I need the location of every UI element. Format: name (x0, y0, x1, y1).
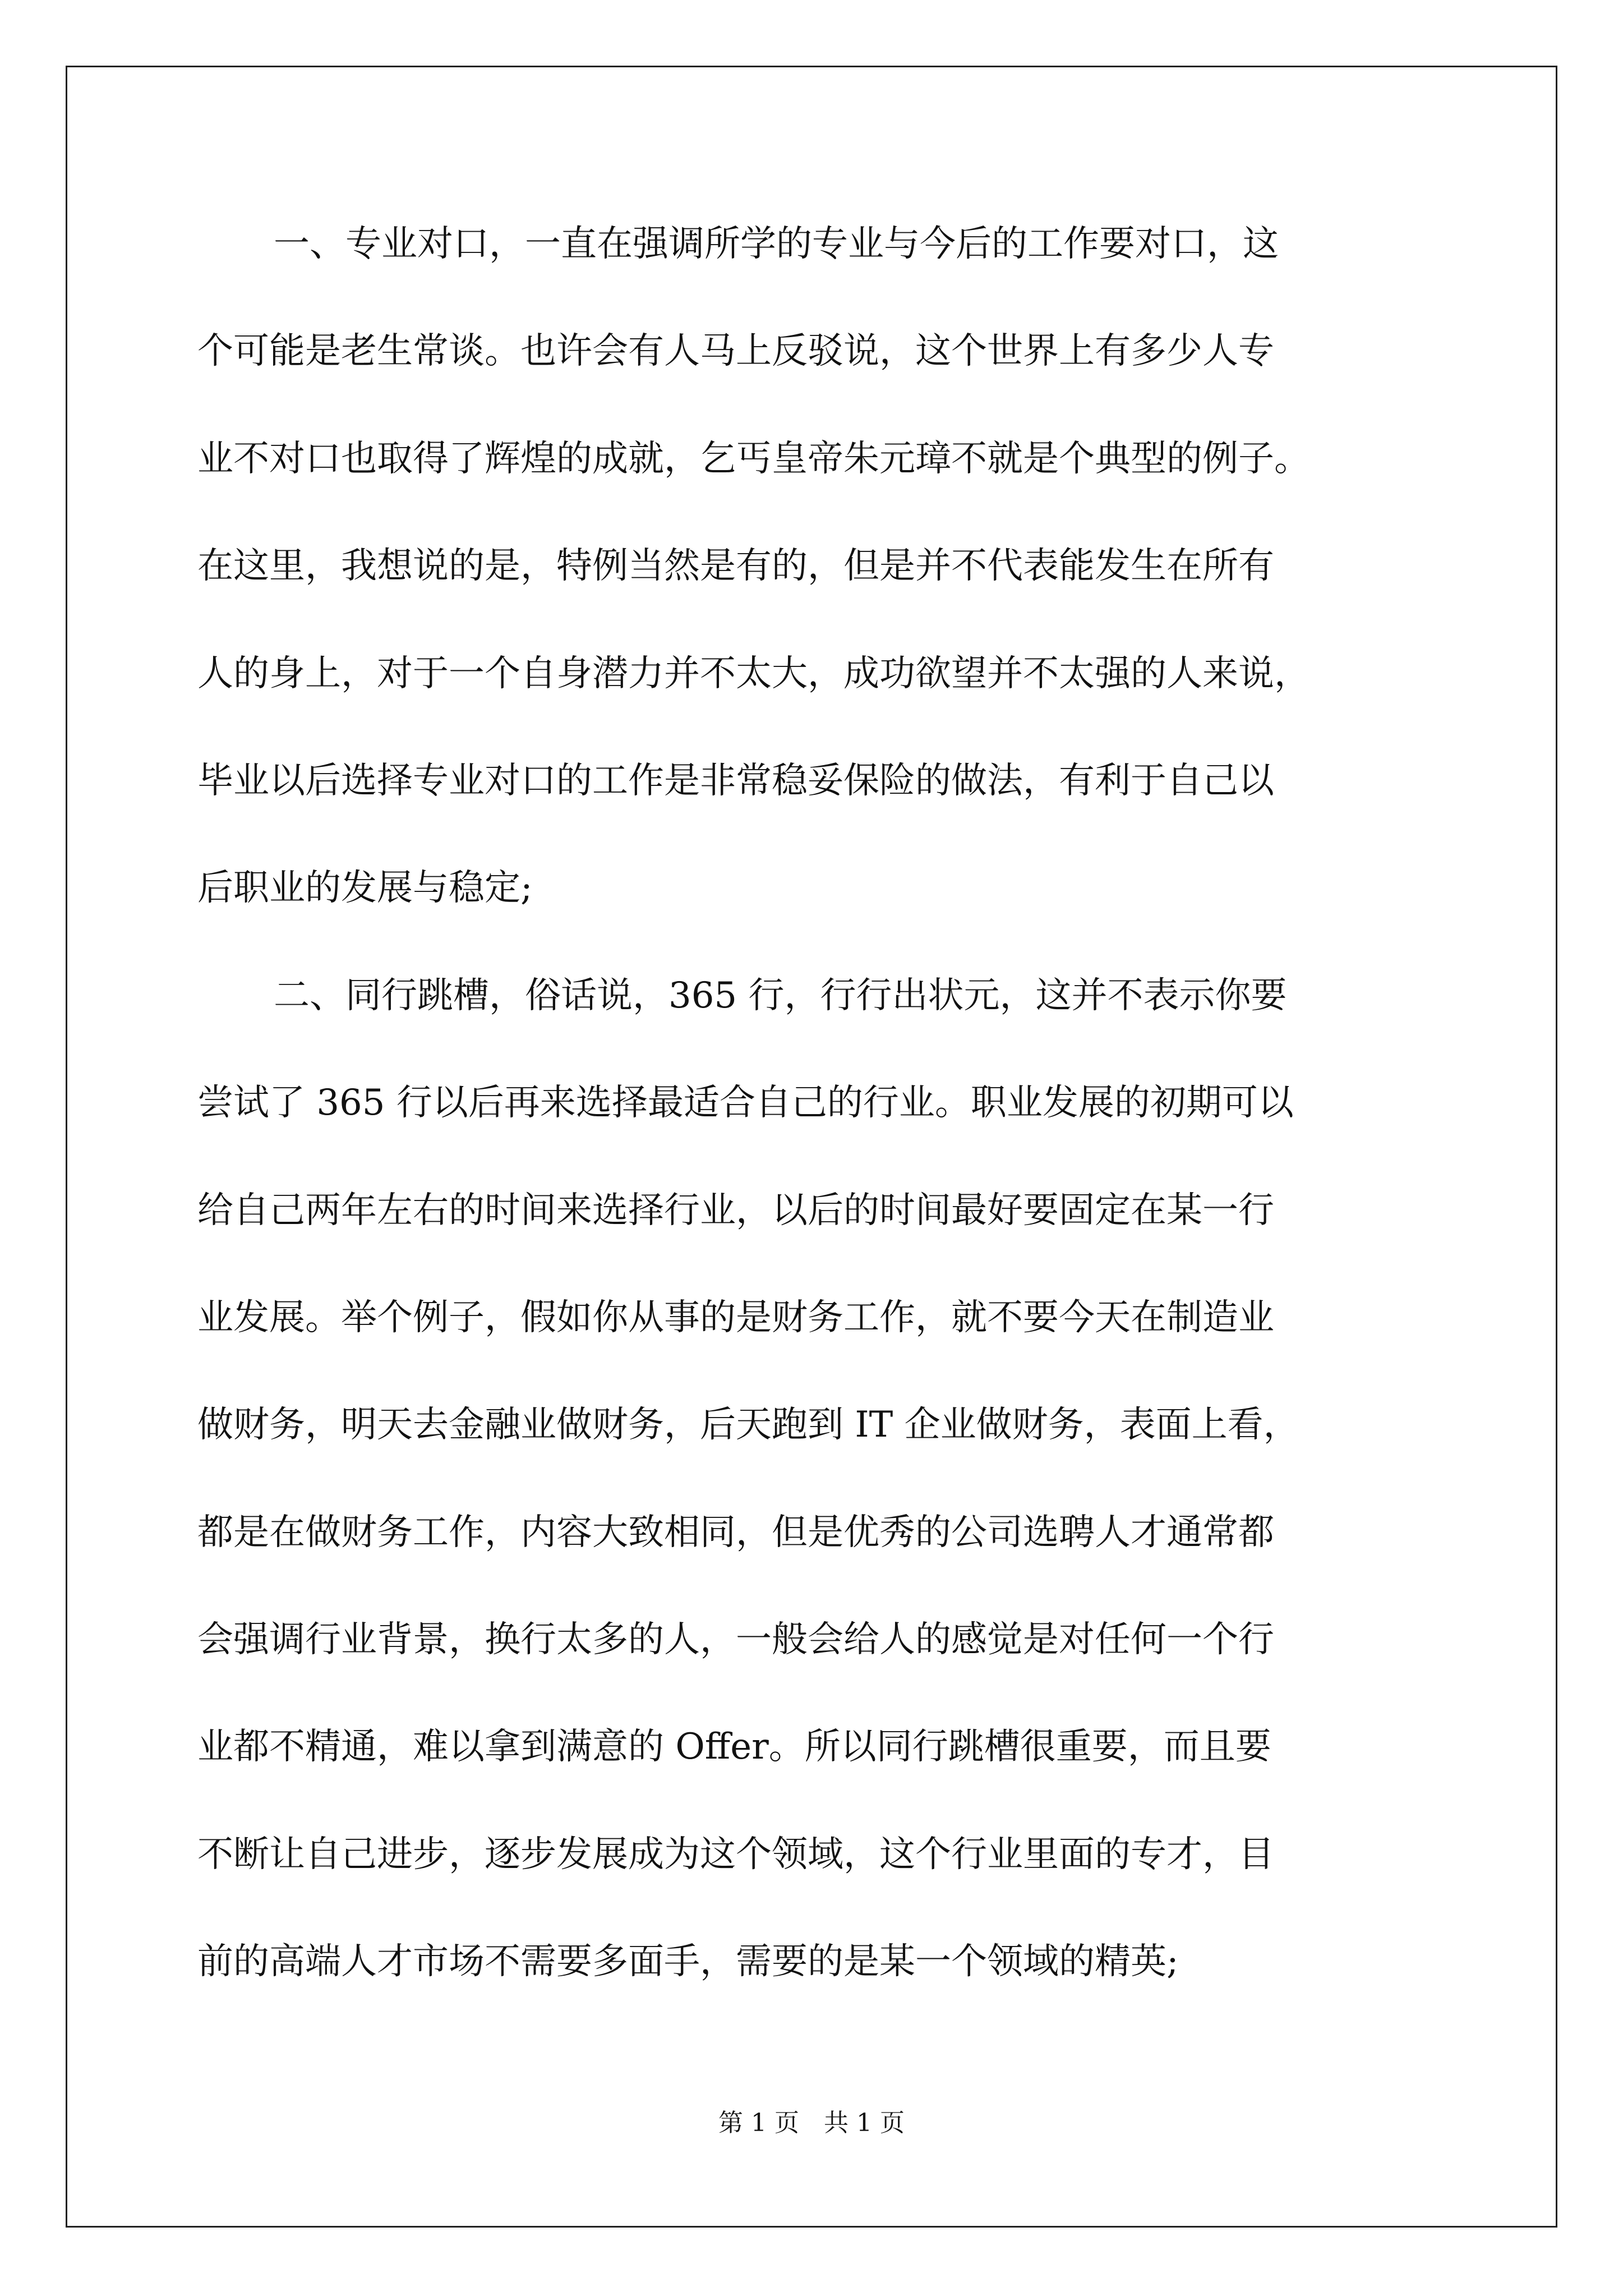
paragraph-2-line-7: 会强调行业背景，换行太多的人，一般会给人的感觉是对任何一个行 (197, 1619, 1274, 1661)
paragraph-1-line-3: 业不对口也取得了辉煌的成就，乞丐皇帝朱元璋不就是个典型的例子。 (197, 438, 1310, 480)
paragraph-1-line-7: 后职业的发展与稳定; (197, 867, 533, 909)
paragraph-2-line-10: 前的高端人才市场不需要多面手，需要的是某一个领域的精英; (197, 1941, 1179, 1983)
page-number-footer: 第 1 页 共 1 页 (718, 2109, 905, 2137)
paragraph-2-line-4: 业发展。举个例子，假如你从事的是财务工作，就不要今天在制造业 (197, 1296, 1274, 1338)
paragraph-2-line-8: 业都不精通，难以拿到满意的 Offer。所以同行跳槽很重要，而且要 (197, 1726, 1271, 1768)
paragraph-2-line-6: 都是在做财务工作，内容大致相同，但是优秀的公司选聘人才通常都 (197, 1511, 1274, 1553)
paragraph-2-line-3: 给自己两年左右的时间来选择行业，以后的时间最好要固定在某一行 (197, 1189, 1274, 1231)
paragraph-1-line-2: 个可能是老生常谈。也许会有人马上反驳说，这个世界上有多少人专 (197, 330, 1274, 372)
paragraph-2-line-5: 做财务，明天去金融业做财务，后天跑到 IT 企业做财务，表面上看， (197, 1404, 1299, 1446)
paragraph-2-line-2: 尝试了 365 行以后再来选择最适合自己的行业。职业发展的初期可以 (197, 1082, 1294, 1124)
paragraph-1-line-1: 一、专业对口，一直在强调所学的专业与今后的工作要对口，这 (274, 223, 1279, 265)
paragraph-1-line-6: 毕业以后选择专业对口的工作是非常稳妥保险的做法，有利于自己以 (197, 760, 1274, 802)
paragraph-1-line-4: 在这里，我想说的是，特例当然是有的，但是并不代表能发生在所有 (197, 545, 1274, 587)
paragraph-2-line-9: 不断让自己进步，逐步发展成为这个领域，这个行业里面的专才，目 (197, 1833, 1274, 1875)
paragraph-1-line-5: 人的身上，对于一个自身潜力并不太大，成功欲望并不太强的人来说， (197, 652, 1310, 694)
paragraph-2-line-1: 二、同行跳槽，俗话说，365 行，行行出状元，这并不表示你要 (274, 974, 1287, 1016)
document-body (197, 213, 1431, 2039)
